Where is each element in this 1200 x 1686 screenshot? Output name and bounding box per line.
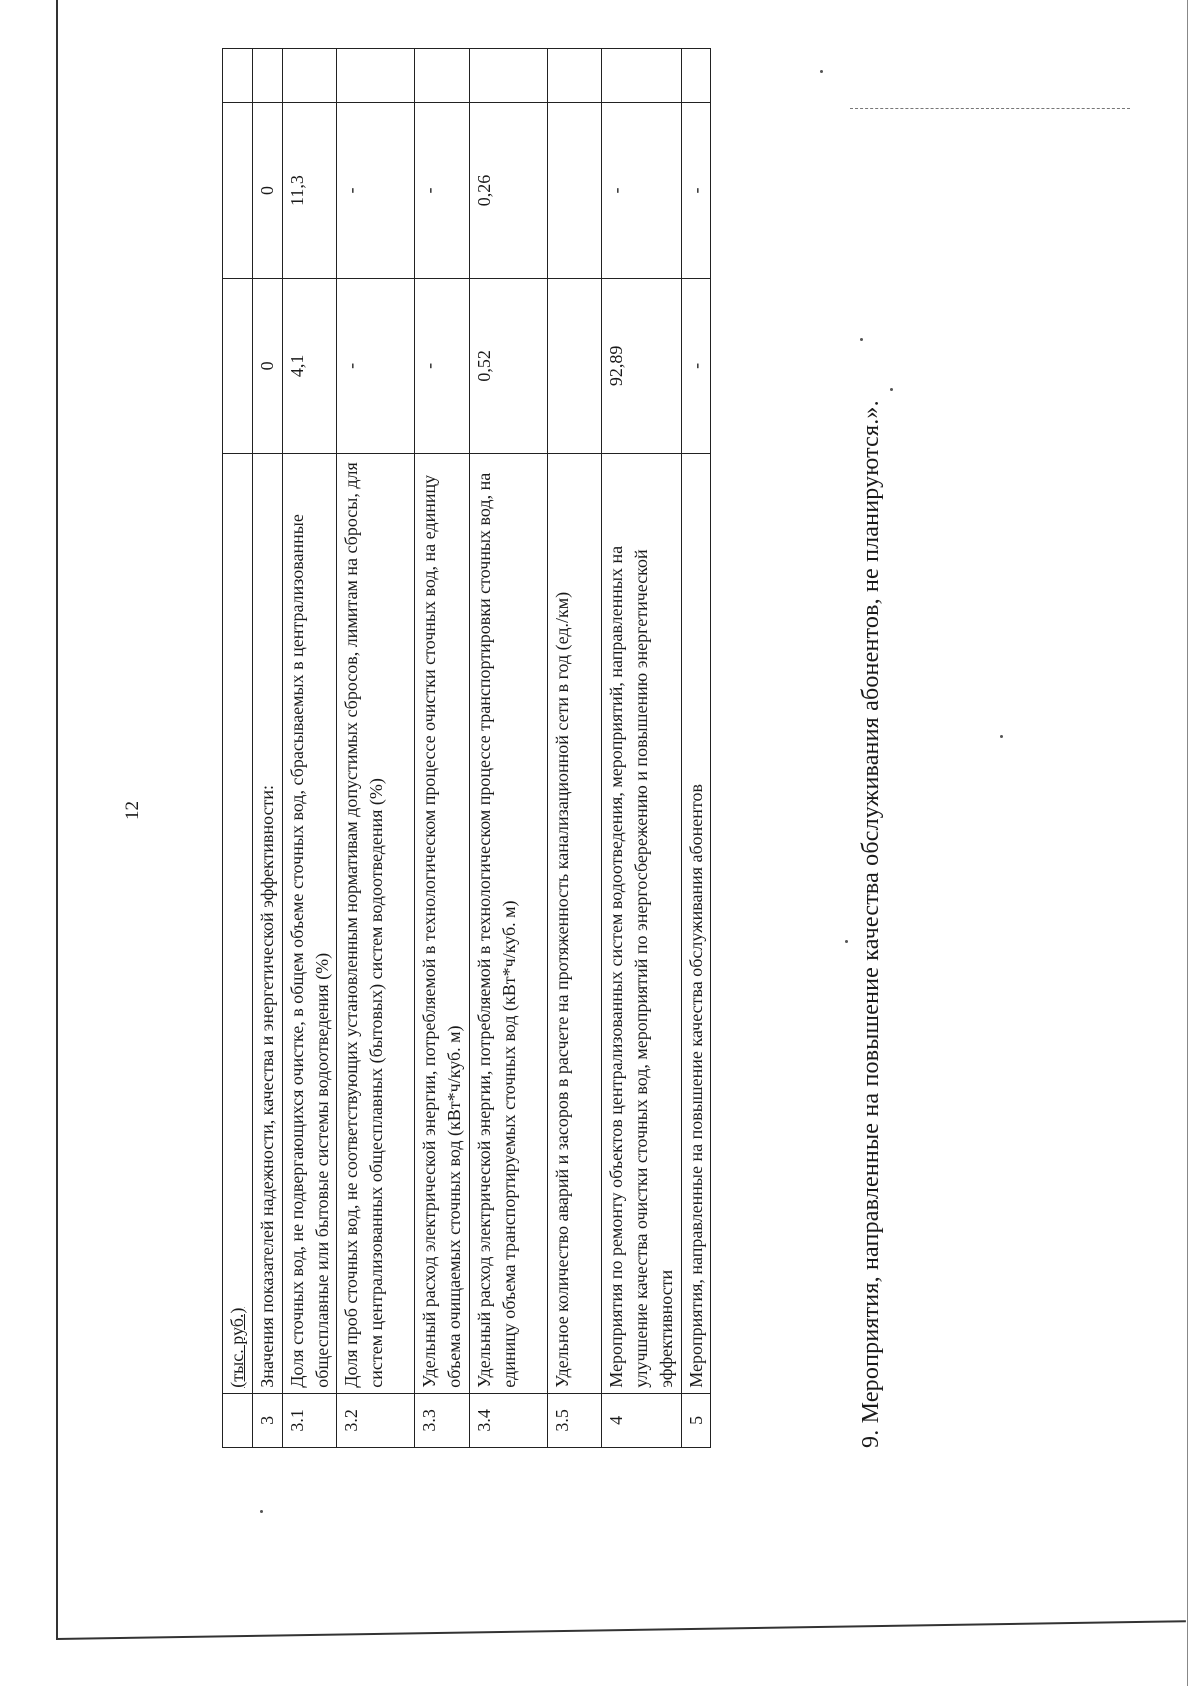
indicator-cell: Значения показателей надежности, качества и энергетической эффективности: [252,454,282,1394]
indicator-cell: Удельный расход электрической энергии, потребляемой в технологическом процессе очистки сточных вод, на единицу объема очищаемых сточных вод (кВт*ч/куб. м) [415,454,470,1394]
row-number: 3.2 [337,1393,415,1447]
table-row [415,49,470,1448]
table-row [548,49,602,1448]
page-edge-right [1187,0,1188,1686]
row-number: 3.5 [548,1393,602,1447]
rotated-page-content [100,140,1100,1540]
value-cell: - [681,278,711,453]
indicator-cell: Мероприятия по ремонту объектов централизованных систем водоотведения, мероприятий, направленных на улучшение качества очистки сточных вод, мероприятий по энергосбережению и повышению энергетической эффективности [602,454,681,1394]
row-number: 3.1 [282,1393,337,1447]
indicator-cell: Доля проб сточных вод, не соответствующих установленным нормативам допустимых сбросов, лимитам на сбросы, для систем централизованных общесплавных (бытовых) систем водоотведения (%) [337,454,415,1394]
row-number: 3 [252,1393,282,1447]
row-number: 4 [602,1393,681,1447]
value-cell [548,103,602,278]
table-row [470,49,548,1448]
indicator-cell: Доля сточных вод, не подвергающихся очистке, в общем объеме сточных вод, сбрасываемых в централизованные общесплавные или бытовые системы водоотведения (%) [282,454,337,1394]
extra-cell [252,49,282,103]
value-cell: 0 [252,278,282,453]
indicator-cell [223,454,253,1394]
value-cell: 0 [252,103,282,278]
page-edge-left [56,0,58,1640]
extra-cell [548,49,602,103]
table-row [282,49,337,1448]
extra-cell [337,49,415,103]
indicator-cell: Мероприятия, направленные на повышение качества обслуживания абонентов [681,454,711,1394]
indicator-text: (тыс. руб.) [227,1307,247,1388]
indicators-table [222,48,711,1448]
row-number [223,1393,253,1447]
value-cell: - [681,103,711,278]
value-cell: - [337,278,415,453]
indicator-cell: Удельное количество аварий и засоров в расчете на протяженность канализационной сети в год (ед./км) [548,454,602,1394]
value-cell: 4,1 [282,278,337,453]
value-cell: - [415,103,470,278]
scan-speck [820,70,823,73]
closing-paragraph: 9. Мероприятия, направленные на повышение качества обслуживания абонентов, не планируются.». [858,400,884,1448]
row-number: 3.4 [470,1393,548,1447]
value-cell [548,278,602,453]
value-cell: - [337,103,415,278]
table-row [602,49,681,1448]
row-number: 5 [681,1393,711,1447]
value-cell: 92,89 [602,278,681,453]
value-cell: - [415,278,470,453]
table-row [681,49,711,1448]
extra-cell [223,49,253,103]
extra-cell [470,49,548,103]
value-cell: 11,3 [282,103,337,278]
indicator-cell: Удельный расход электрической энергии, потребляемой в технологическом процессе транспортировки сточных вод, на единицу объема транспортируемых сточных вод (кВт*ч/куб. м) [470,454,548,1394]
value-cell: 0,52 [470,278,548,453]
value-cell: - [602,103,681,278]
table-row [252,49,282,1448]
value-cell [223,103,253,278]
value-cell [223,278,253,453]
page-number: 12 [122,801,143,820]
scan-artifact-line [850,108,1130,109]
value-cell: 0,26 [470,103,548,278]
extra-cell [415,49,470,103]
table-row [223,49,253,1448]
extra-cell [681,49,711,103]
table-row [337,49,415,1448]
extra-cell [602,49,681,103]
row-number: 3.3 [415,1393,470,1447]
page-edge-bottom [56,1620,1186,1640]
extra-cell [282,49,337,103]
